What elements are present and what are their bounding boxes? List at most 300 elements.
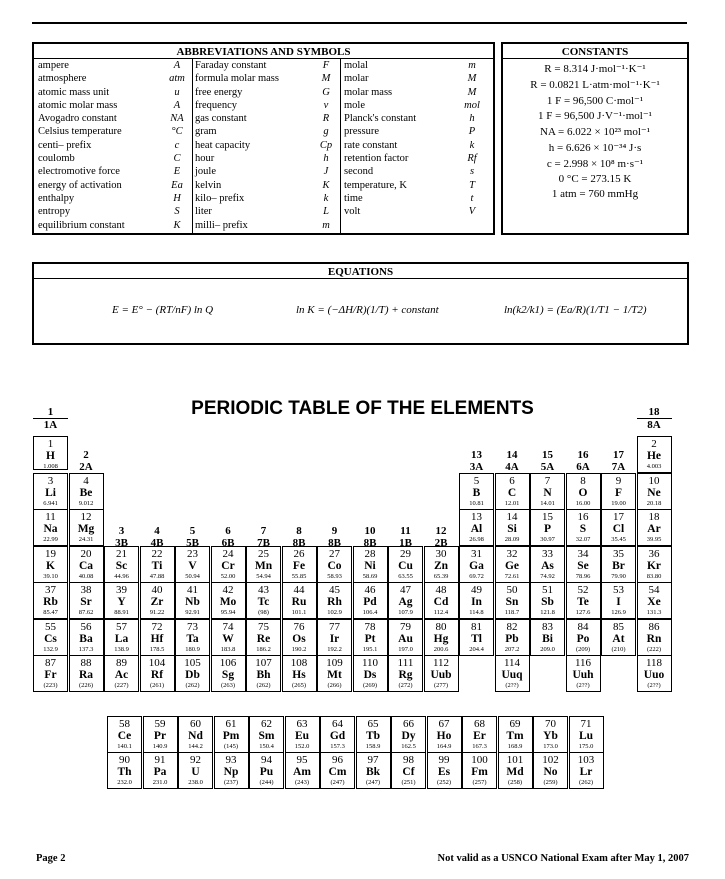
abbr-symbol: J — [323, 166, 329, 178]
element-symbol: Ti — [151, 559, 163, 572]
element-symbol: H — [46, 450, 55, 462]
atomic-mass: 190.2 — [291, 645, 307, 653]
element-symbol: Ce — [117, 730, 132, 742]
element-cell — [282, 582, 317, 619]
abbr-name: formula molar mass — [195, 73, 279, 85]
element-symbol: Rg — [398, 669, 413, 681]
abbr-symbol: atm — [169, 73, 185, 85]
atomic-number: 21 — [116, 547, 127, 560]
atomic-mass: 150.4 — [259, 743, 274, 750]
atomic-number: 43 — [258, 584, 269, 596]
atomic-mass: 32.07 — [575, 536, 591, 543]
atomic-mass: 19.00 — [611, 499, 626, 507]
element-symbol: Dy — [401, 730, 416, 742]
atomic-number: 41 — [187, 584, 198, 596]
element-cell — [353, 619, 388, 656]
atomic-mass: (227) — [114, 682, 129, 689]
atomic-number: 31 — [471, 547, 482, 560]
abbr-symbol: H — [173, 192, 181, 204]
element-symbol: O — [578, 486, 588, 499]
atomic-number: 94 — [261, 754, 272, 766]
atomic-number: 12 — [80, 511, 92, 523]
abbr-name: gram — [195, 126, 217, 138]
element-symbol: Pr — [153, 730, 167, 742]
element-cell — [495, 619, 530, 656]
abbr-col1-symbols — [162, 59, 192, 232]
atomic-number: 103 — [577, 754, 595, 766]
abbr-name: enthalpy — [38, 192, 75, 204]
element-cell — [317, 619, 352, 656]
group-header: 4 4B — [150, 525, 164, 549]
atomic-number: 108 — [290, 657, 308, 669]
atomic-number: 25 — [258, 547, 269, 560]
atomic-number: 16 — [577, 511, 589, 523]
element-symbol: Am — [293, 766, 311, 778]
atomic-mass: (243) — [294, 779, 310, 786]
atomic-mass: 85.47 — [43, 609, 58, 616]
atomic-mass: 121.8 — [540, 609, 555, 616]
atomic-number: 28 — [364, 547, 376, 560]
validity-notice: Not valid as a USNCO National Exam after May 1, 2007 — [437, 853, 689, 864]
element-cell — [353, 546, 388, 583]
atomic-number: 69 — [509, 718, 521, 730]
constant-item: R = 0.0821 L·atm·mol⁻¹·K⁻¹ — [530, 78, 660, 91]
element-cell — [462, 752, 497, 789]
atomic-mass: 63.55 — [398, 572, 413, 580]
abbr-name: molar — [344, 73, 369, 85]
element-symbol: In — [471, 596, 482, 608]
atomic-mass: (269) — [362, 682, 378, 689]
atomic-number: 106 — [219, 657, 237, 669]
atomic-number: 92 — [190, 754, 201, 766]
element-symbol: Zn — [433, 559, 449, 572]
element-symbol: Ac — [114, 669, 129, 681]
element-cell — [104, 546, 139, 583]
atomic-number: 71 — [580, 718, 592, 730]
group-header: 8 8B — [292, 525, 306, 549]
element-symbol: Lr — [579, 766, 593, 778]
element-cell — [530, 619, 565, 656]
abbr-symbol: A — [173, 99, 181, 111]
element-symbol: Y — [117, 596, 126, 608]
atomic-number: 56 — [80, 620, 92, 633]
atomic-mass: 101.1 — [291, 609, 307, 616]
atomic-mass: 107.9 — [398, 609, 413, 616]
element-cell — [214, 752, 249, 789]
abbr-name: gas constant — [195, 113, 247, 125]
abbr-name: kelvin — [195, 179, 222, 191]
atomic-mass: 106.4 — [362, 609, 378, 616]
abbr-symbol: K — [173, 219, 181, 231]
element-symbol: F — [614, 486, 623, 499]
atomic-number: 86 — [648, 620, 660, 633]
element-symbol: Pa — [153, 766, 167, 778]
element-symbol: K — [46, 559, 55, 572]
atomic-number: 76 — [293, 620, 305, 633]
atomic-mass: 91.22 — [149, 609, 165, 616]
atomic-mass: (263) — [220, 682, 236, 689]
atomic-mass: 207.2 — [504, 645, 520, 653]
atomic-number: 49 — [471, 584, 482, 596]
atomic-number: 24 — [222, 547, 234, 560]
abbr-name: pressure — [344, 126, 379, 138]
atomic-mass: 118.7 — [504, 609, 520, 616]
atomic-mass: 168.9 — [507, 743, 523, 750]
atomic-mass: 232.0 — [117, 779, 132, 786]
abbr-name: atomic mass unit — [38, 86, 110, 98]
element-cell — [211, 619, 246, 656]
atomic-mass: 87.62 — [78, 609, 94, 616]
element-cell — [246, 619, 281, 656]
group-header: 13 3A — [469, 449, 484, 473]
atomic-number: 40 — [151, 584, 163, 596]
group-header: 5 5B — [186, 525, 199, 549]
atomic-number: 42 — [222, 584, 234, 596]
element-symbol: Gd — [329, 730, 346, 742]
abbr-name: frequency — [195, 99, 237, 111]
element-cell — [424, 582, 459, 619]
element-symbol: Be — [79, 486, 93, 499]
element-symbol: Nb — [185, 596, 200, 608]
element-symbol: Tb — [365, 730, 381, 742]
element-symbol: Br — [612, 559, 625, 572]
atomic-number: 45 — [329, 584, 340, 596]
atomic-number: 26 — [293, 547, 305, 560]
element-cell — [637, 473, 672, 510]
element-symbol: Pu — [259, 766, 274, 778]
atomic-mass: (226) — [78, 682, 94, 689]
abbr-name: ampere — [38, 60, 69, 71]
element-cell — [285, 716, 320, 753]
element-symbol: C — [507, 486, 517, 499]
element-symbol: Mg — [77, 523, 95, 535]
atomic-mass: (261) — [149, 682, 165, 689]
atomic-mass: 173.0 — [543, 743, 558, 750]
element-cell — [566, 473, 601, 510]
atomic-mass: (247) — [330, 779, 345, 786]
atomic-mass: 195.1 — [362, 645, 378, 653]
atomic-mass: (2??) — [647, 682, 661, 689]
element-symbol: Lu — [578, 730, 594, 742]
element-cell — [69, 546, 104, 583]
atomic-mass: 126.9 — [611, 609, 626, 616]
element-symbol: Mo — [219, 596, 237, 608]
atomic-mass: (2??) — [576, 682, 590, 689]
atomic-number: 60 — [190, 718, 201, 730]
element-symbol: I — [616, 596, 621, 608]
element-cell — [282, 546, 317, 583]
atomic-number: 58 — [119, 718, 130, 730]
atomic-number: 72 — [151, 620, 163, 633]
element-symbol: Ru — [291, 596, 307, 608]
atomic-number: 34 — [577, 547, 589, 560]
atomic-mass: 16.00 — [575, 499, 591, 507]
group-header: 16 6A — [576, 449, 590, 473]
abbr-name: hour — [195, 153, 215, 165]
element-cell — [459, 509, 494, 546]
atomic-number: 82 — [506, 620, 518, 633]
atomic-mass: 186.2 — [256, 645, 271, 653]
abbr-symbol: g — [323, 126, 329, 138]
element-cell — [175, 582, 210, 619]
abbr-col2-names — [195, 59, 320, 232]
atomic-number: 50 — [506, 584, 518, 596]
element-cell — [175, 655, 210, 692]
element-cell — [140, 619, 175, 656]
page-number: Page 2 — [36, 853, 66, 864]
element-symbol: Tc — [257, 596, 270, 608]
atomic-number: 29 — [400, 547, 411, 560]
atomic-mass: (277) — [433, 682, 449, 689]
abbr-name: second — [344, 166, 374, 178]
element-cell — [178, 716, 213, 753]
atomic-mass: 192.2 — [327, 645, 342, 653]
atomic-mass: 231.0 — [152, 779, 168, 786]
element-cell — [33, 509, 68, 546]
abbr-name: joule — [195, 166, 216, 178]
atomic-mass: 50.94 — [185, 572, 200, 580]
element-cell — [530, 582, 565, 619]
element-symbol: Pd — [363, 596, 377, 608]
abbr-symbol: u — [174, 86, 180, 98]
abbr-symbol: mol — [464, 99, 480, 111]
element-symbol: Sc — [115, 559, 128, 572]
atomic-number: 109 — [326, 657, 343, 669]
atomic-number: 48 — [435, 584, 447, 596]
element-symbol: S — [579, 523, 587, 535]
abbr-col3-symbols — [452, 59, 492, 219]
abbr-symbol: F — [322, 60, 330, 71]
atomic-number: 96 — [332, 754, 343, 766]
atomic-number: 38 — [80, 584, 92, 596]
element-cell — [69, 619, 104, 656]
abbr-col3-names — [344, 59, 454, 219]
group-header: 11 1B — [399, 525, 412, 549]
abbr-col2-symbols — [314, 59, 338, 232]
abbr-name: Faraday constant — [195, 60, 267, 71]
abbr-symbol: A — [173, 60, 181, 71]
element-cell — [498, 752, 533, 789]
element-cell — [320, 752, 355, 789]
element-cell — [33, 582, 68, 619]
atomic-number: 59 — [154, 718, 166, 730]
atomic-mass: 72.61 — [504, 572, 520, 580]
element-symbol: Uuo — [643, 669, 665, 681]
element-symbol: Rh — [327, 596, 342, 608]
atomic-number: 104 — [148, 657, 166, 669]
atomic-number: 100 — [471, 754, 488, 766]
atomic-mass: (223) — [43, 682, 58, 689]
group-header: 3 3B — [115, 525, 128, 549]
atomic-number: 67 — [438, 718, 450, 730]
atomic-number: 70 — [545, 718, 556, 730]
element-symbol: Uuq — [501, 669, 523, 681]
constant-item: 1 F = 96,500 J·V⁻¹·mol⁻¹ — [538, 110, 652, 123]
constant-item: NA = 6.022 × 10²³ mol⁻¹ — [540, 126, 650, 139]
element-cell — [104, 619, 139, 656]
atomic-number: 77 — [329, 620, 340, 633]
element-cell — [566, 619, 601, 656]
atomic-number: 90 — [119, 754, 130, 766]
group-header: 15 5A — [540, 449, 555, 473]
element-cell — [33, 655, 68, 692]
atomic-number: 17 — [613, 511, 624, 523]
atomic-number: 83 — [542, 620, 553, 633]
atomic-mass: 178.5 — [149, 645, 165, 653]
element-symbol: Fm — [471, 766, 488, 778]
atomic-number: 101 — [506, 754, 524, 766]
abbr-symbol: L — [323, 206, 329, 218]
element-symbol: Xe — [647, 596, 661, 608]
atomic-mass: 55.85 — [291, 572, 307, 580]
element-cell — [33, 619, 68, 656]
atomic-mass: 152.0 — [294, 743, 310, 750]
atomic-mass: 44.96 — [114, 572, 129, 580]
element-cell — [178, 752, 213, 789]
atomic-number: 10 — [648, 474, 660, 487]
atomic-mass: (251) — [401, 779, 416, 786]
element-symbol: Hs — [292, 669, 306, 681]
abbr-symbol: NA — [170, 113, 184, 125]
abbr-name: centi– prefix — [38, 139, 92, 151]
element-cell — [33, 546, 68, 583]
atomic-mass: 132.9 — [43, 645, 58, 653]
element-symbol: Ba — [79, 632, 93, 645]
atomic-mass: (259) — [543, 779, 558, 786]
constants-title: CONSTANTS — [561, 46, 629, 58]
element-cell — [388, 655, 423, 692]
element-cell — [637, 619, 672, 656]
element-symbol: Sn — [505, 596, 519, 608]
element-symbol: At — [612, 632, 625, 645]
atomic-number: 15 — [542, 511, 553, 523]
atomic-number: 33 — [542, 547, 553, 560]
atomic-mass: 30.97 — [540, 536, 555, 543]
atomic-number: 61 — [225, 718, 237, 730]
abbr-name: kilo– prefix — [195, 192, 245, 204]
abbr-name: free energy — [195, 86, 243, 98]
atomic-mass: 180.9 — [185, 645, 200, 653]
element-symbol: Np — [223, 766, 239, 778]
atomic-number: 88 — [80, 657, 92, 669]
element-symbol: Tm — [506, 730, 524, 742]
atomic-number: 87 — [45, 657, 56, 669]
atomic-number: 65 — [367, 718, 379, 730]
element-symbol: Na — [43, 523, 58, 535]
element-symbol: Te — [577, 596, 589, 608]
atomic-number: 52 — [577, 584, 589, 596]
element-cell — [391, 752, 426, 789]
atomic-mass: 238.0 — [188, 779, 203, 786]
atomic-mass: 35.45 — [611, 536, 626, 543]
abbreviations-title: ABBREVIATIONS AND SYMBOLS — [176, 46, 351, 58]
element-symbol: Er — [473, 730, 486, 742]
element-symbol: Au — [398, 632, 413, 645]
atomic-mass: 26.98 — [469, 536, 484, 543]
abbr-name: Avogadro constant — [38, 113, 117, 125]
abbr-name: entropy — [38, 206, 71, 218]
element-symbol: Po — [576, 632, 590, 645]
element-symbol: Zr — [150, 596, 164, 608]
abbr-name: milli– prefix — [195, 219, 248, 231]
element-symbol: Ir — [329, 632, 340, 645]
abbr-symbol: k — [323, 192, 329, 204]
atomic-mass: 28.09 — [504, 536, 520, 543]
abbr-symbol: C — [173, 153, 181, 165]
atomic-number: 51 — [542, 584, 553, 596]
element-symbol: Db — [185, 669, 200, 681]
atomic-number: 64 — [332, 718, 343, 730]
element-cell — [246, 582, 281, 619]
atomic-mass: (257) — [472, 779, 487, 786]
element-symbol: Tl — [471, 632, 482, 645]
element-cell — [495, 655, 530, 692]
abbr-symbol: M — [467, 73, 477, 85]
group-header: 14 4A — [505, 449, 519, 473]
atomic-number: 95 — [296, 754, 308, 766]
element-cell — [424, 655, 459, 692]
abbr-symbol: s — [469, 166, 475, 178]
abbr-symbol: M — [321, 73, 331, 85]
abbr-name: rate constant — [344, 139, 398, 151]
atomic-mass: 9.012 — [78, 499, 94, 507]
element-symbol: Rn — [646, 632, 662, 645]
atomic-number: 79 — [400, 620, 411, 633]
atomic-number: 68 — [474, 718, 485, 730]
equations-box — [32, 262, 689, 345]
element-cell — [601, 546, 636, 583]
element-symbol: Pt — [364, 632, 376, 645]
abbr-name: atomic molar mass — [38, 99, 118, 111]
atomic-number: 4 — [83, 474, 89, 487]
atomic-mass: 102.9 — [327, 609, 342, 616]
element-symbol: Fr — [44, 669, 57, 681]
abbr-symbol: m — [468, 60, 476, 71]
atomic-number: 91 — [154, 754, 166, 766]
element-cell — [175, 546, 210, 583]
element-symbol: No — [543, 766, 558, 778]
element-cell — [320, 716, 355, 753]
element-cell — [317, 546, 352, 583]
atomic-mass: 40.08 — [78, 572, 94, 580]
abbr-name: Celsius temperature — [38, 126, 122, 138]
atomic-mass: 83.80 — [646, 572, 662, 580]
group-header: 12 2B — [434, 525, 448, 549]
constant-item: h = 6.626 × 10⁻³⁴ J·s — [548, 141, 642, 154]
constant-item: R = 8.314 J·mol⁻¹·K⁻¹ — [544, 63, 646, 75]
element-symbol: Ca — [78, 559, 94, 572]
atomic-number: 39 — [116, 584, 127, 596]
element-symbol: Uuh — [572, 669, 594, 681]
atomic-number: 2 — [651, 438, 657, 450]
abbr-symbol: c — [174, 139, 180, 151]
element-cell — [356, 752, 391, 789]
element-cell — [495, 582, 530, 619]
element-cell — [637, 436, 672, 473]
atomic-number: 37 — [45, 584, 56, 596]
element-cell — [317, 582, 352, 619]
element-symbol: Md — [506, 766, 524, 778]
equations-title: EQUATIONS — [327, 266, 394, 278]
atomic-mass: 140.9 — [152, 743, 168, 750]
group-header: 2 2A — [79, 449, 93, 473]
group-header: 18 8A — [637, 406, 672, 431]
atomic-number: 1 — [47, 438, 54, 450]
abbr-name: molar mass — [344, 86, 393, 98]
atomic-number: 47 — [400, 584, 411, 596]
element-cell — [601, 582, 636, 619]
element-symbol: Os — [292, 632, 306, 645]
